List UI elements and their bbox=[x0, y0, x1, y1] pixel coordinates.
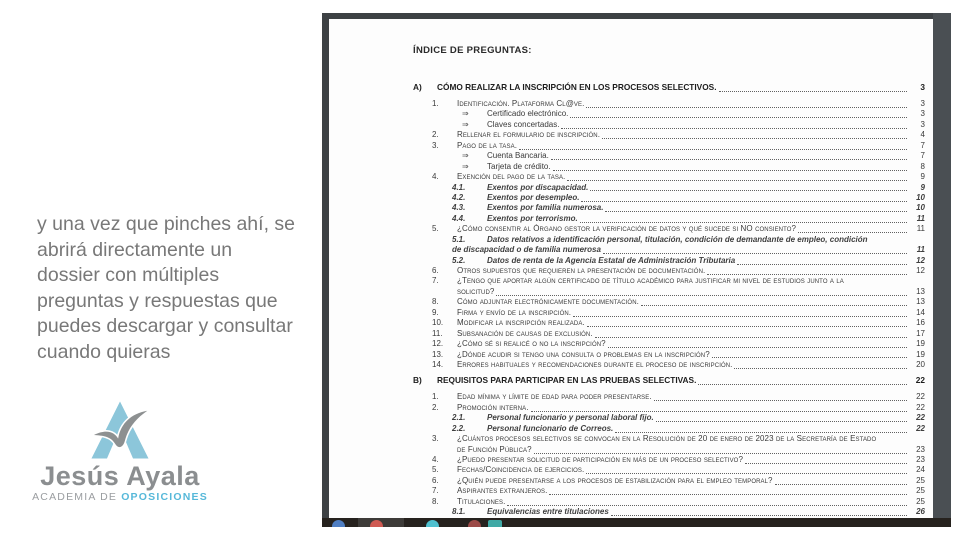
tagline-gray: ACADEMIA DE bbox=[32, 491, 122, 503]
leader-dots bbox=[654, 400, 907, 401]
toc-entry[interactable] bbox=[413, 172, 925, 182]
toc-entry-label: ¿Cuántos procesos selectivos se convocan en la Resolución de 20 de enero de 2023 de la Secretaría de Estado bbox=[457, 434, 877, 444]
toc-entry-page: 7 bbox=[920, 151, 925, 161]
leader-dots bbox=[707, 274, 907, 275]
toc-entry-number: 6. bbox=[432, 475, 439, 485]
toc-entry-number: 2.1. bbox=[452, 413, 466, 423]
toc-entry-page: 25 bbox=[916, 496, 925, 506]
toc-entry-label: Firma y envío de la inscripción. bbox=[457, 307, 572, 317]
toc-entry[interactable] bbox=[413, 245, 925, 255]
leader-dots bbox=[656, 421, 907, 422]
brand-logo bbox=[20, 400, 220, 503]
toc-entry[interactable] bbox=[413, 287, 925, 297]
toc-entry-page: 22 bbox=[916, 423, 925, 433]
toc-entry-page: 25 bbox=[916, 475, 925, 485]
toc-entry-number: 4.3. bbox=[452, 203, 466, 213]
toc-entry-page: 11 bbox=[916, 224, 925, 234]
doc-title: ÍNDICE DE PREGUNTAS: bbox=[413, 45, 532, 56]
toc-entry-number: 11. bbox=[432, 328, 443, 338]
toc-entry-label: Cuenta Bancaria. bbox=[487, 151, 549, 161]
toc-entry-number: 1. bbox=[432, 392, 439, 402]
leader-dots bbox=[586, 107, 907, 108]
leader-dots bbox=[551, 159, 907, 160]
toc-entry[interactable] bbox=[413, 162, 925, 172]
toc-entry-page: 22 bbox=[915, 375, 925, 386]
toc-entry[interactable] bbox=[413, 360, 925, 370]
dock-icon-blue[interactable] bbox=[332, 520, 345, 527]
leader-dots bbox=[567, 180, 907, 181]
toc-entry-page: 22 bbox=[916, 392, 925, 402]
toc-entry-number: 4.1. bbox=[452, 182, 466, 192]
toc-entry-page: 8 bbox=[920, 161, 925, 171]
leader-dots bbox=[534, 453, 907, 454]
leader-dots bbox=[641, 305, 907, 306]
toc-entry-label: solicitud? bbox=[457, 286, 495, 296]
toc-entry-number: ⇒ bbox=[462, 109, 469, 119]
document-screenshot bbox=[322, 13, 951, 527]
toc-entry-page: 24 bbox=[916, 465, 925, 475]
toc-entry[interactable] bbox=[413, 297, 925, 307]
toc-entry[interactable] bbox=[413, 476, 925, 486]
toc-entry-number: 1. bbox=[432, 99, 439, 108]
toc-entry[interactable] bbox=[413, 276, 925, 286]
toc-entry-label: Tarjeta de crédito. bbox=[487, 161, 551, 171]
toc-entry-page: 9 bbox=[920, 172, 925, 182]
toc-entry-number: 3. bbox=[432, 140, 439, 150]
toc-entry-label: Fechas/Coincidencia de ejercicios. bbox=[457, 465, 585, 475]
toc-entry-page: 19 bbox=[916, 339, 925, 349]
toc-entry[interactable] bbox=[413, 350, 925, 360]
toc-entry-number: 5.2. bbox=[452, 255, 466, 265]
toc-entry-number: 14. bbox=[432, 359, 444, 369]
toc-entry-label: ¿Puedo presentar solicitud de participación en más de un proceso selectivo? bbox=[457, 455, 743, 464]
caption-line: cuando quieras bbox=[37, 340, 171, 363]
leader-dots bbox=[553, 170, 907, 171]
toc-entry-label: Subsanación de causas de exclusión. bbox=[457, 328, 593, 338]
leader-dots bbox=[519, 149, 907, 150]
toc-entry[interactable] bbox=[413, 203, 925, 213]
toc-entry-number: 8.1. bbox=[452, 507, 466, 517]
toc-entry[interactable] bbox=[413, 413, 925, 423]
brand-name: Jesús Ayala bbox=[40, 461, 200, 491]
toc-entry-page: 7 bbox=[920, 140, 925, 150]
toc-entry[interactable] bbox=[413, 424, 925, 434]
dock-icon-maroon[interactable] bbox=[468, 520, 481, 527]
leader-dots bbox=[549, 494, 907, 495]
toc-entry[interactable] bbox=[413, 486, 925, 496]
toc-entry-label: Personal funcionario de Correos. bbox=[487, 423, 614, 433]
toc-entry-number: 5.1. bbox=[452, 234, 466, 244]
toc-entry-page: 22 bbox=[916, 413, 925, 423]
toc-entry-number: 3. bbox=[432, 434, 439, 444]
toc-entry-label: Certificado electrónico. bbox=[487, 109, 569, 119]
toc-entry[interactable] bbox=[413, 109, 925, 119]
toc-entry-label: Equivalencias entre titulaciones bbox=[487, 507, 609, 517]
toc-entry-number: 5. bbox=[432, 465, 439, 475]
toc-entry-label: Edad mínima y límite de edad para poder presentarse. bbox=[457, 392, 652, 402]
leader-dots bbox=[581, 201, 907, 202]
toc-entry-page: 12 bbox=[916, 266, 925, 275]
toc-entry-label: de discapacidad o de familia numerosa bbox=[452, 245, 601, 255]
toc-entry-number: A) bbox=[413, 82, 422, 92]
tagline-accent: OPOSICIONES bbox=[121, 491, 208, 503]
toc-entry[interactable] bbox=[413, 266, 925, 276]
toc-entry[interactable] bbox=[413, 308, 925, 318]
toc-entry-page: 16 bbox=[916, 318, 925, 328]
toc-entry-label: de Función Pública? bbox=[457, 444, 532, 454]
dock-icon-teal[interactable] bbox=[426, 520, 439, 527]
toc-entry-page: 11 bbox=[916, 213, 925, 223]
toc-entry-label: Exentos por familia numerosa. bbox=[487, 203, 604, 213]
toc-entry-number: 7. bbox=[432, 276, 439, 286]
leader-dots bbox=[590, 190, 907, 191]
toc-entry-label: Exentos por terrorismo. bbox=[487, 213, 578, 223]
toc-entry-number: 2. bbox=[432, 130, 439, 140]
toc-entry-page: 9 bbox=[920, 182, 925, 192]
toc-entry-label: Exentos por discapacidad. bbox=[487, 182, 589, 192]
caption-line: y una vez que pinches ahí, se bbox=[37, 213, 296, 235]
toc-entry[interactable] bbox=[413, 403, 925, 413]
toc-entry-number: 2. bbox=[432, 402, 439, 412]
logo-mark-icon bbox=[89, 400, 151, 460]
toc-entry[interactable] bbox=[413, 318, 925, 328]
toc-entry[interactable] bbox=[413, 329, 925, 339]
leader-dots bbox=[734, 368, 907, 369]
toc-entry[interactable] bbox=[413, 193, 925, 203]
toc-entry[interactable] bbox=[413, 235, 925, 245]
leader-dots bbox=[712, 357, 907, 358]
toc-entry-label: Identificación. Plataforma Cl@ve. bbox=[457, 99, 585, 108]
leader-dots bbox=[698, 384, 907, 385]
toc-entry[interactable] bbox=[413, 141, 925, 151]
caption bbox=[37, 212, 317, 365]
toc-entry-label: Personal funcionario y personal laboral fijo. bbox=[487, 413, 654, 423]
toc-entry-label: ¿Quién puede presentarse a los procesos de estabilización para el empleo temporal? bbox=[457, 475, 773, 485]
toc-entry[interactable] bbox=[413, 465, 925, 475]
toc-entry-page: 26 bbox=[916, 507, 925, 517]
toc-entry-page: 13 bbox=[916, 297, 925, 307]
toc-entry-page: 3 bbox=[920, 119, 925, 129]
doc-page bbox=[329, 19, 933, 518]
toc-entry[interactable] bbox=[413, 445, 925, 455]
leader-dots bbox=[602, 138, 907, 139]
leader-dots bbox=[798, 232, 907, 233]
toc-entry-label: CÓMO REALIZAR LA INSCRIPCIÓN EN LOS PROCESOS SELECTIVOS. bbox=[437, 82, 717, 92]
brand-tagline bbox=[20, 491, 220, 503]
toc-entry-label: Claves concertadas. bbox=[487, 119, 560, 129]
toc-entry-number: 13. bbox=[432, 349, 444, 359]
toc-entry-number: 2.2. bbox=[452, 423, 466, 433]
toc-entry-page: 3 bbox=[920, 99, 925, 108]
toc-entry-page: 23 bbox=[916, 444, 925, 454]
dock-icon-teal-square[interactable] bbox=[488, 520, 502, 527]
toc-entry[interactable] bbox=[413, 507, 925, 517]
toc-entry-label: Otros supuestos que requieren la presentación de documentación. bbox=[457, 266, 706, 275]
toc-entry-page: 22 bbox=[916, 402, 925, 412]
leader-dots bbox=[587, 326, 907, 327]
leader-dots bbox=[507, 505, 907, 506]
leader-dots bbox=[561, 128, 907, 129]
leader-dots bbox=[615, 432, 907, 433]
toc-entry-label: Pago de la tasa. bbox=[457, 140, 518, 150]
leader-dots bbox=[608, 347, 907, 348]
toc-entry-number: 5. bbox=[432, 224, 439, 234]
toc-list bbox=[413, 81, 925, 518]
dock-icon-red[interactable] bbox=[370, 520, 383, 527]
toc-entry-number: 7. bbox=[432, 486, 439, 496]
leader-dots bbox=[603, 253, 907, 254]
leader-dots bbox=[775, 484, 907, 485]
toc-entry-number: 9. bbox=[432, 307, 439, 317]
toc-entry-number: 12. bbox=[432, 339, 444, 349]
toc-entry-page: 19 bbox=[916, 349, 925, 359]
toc-entry-label: ¿Tengo que aportar algún certificado de título académico para justificar mi nivel de estudios junto a la bbox=[457, 276, 844, 286]
scrollbar-track[interactable] bbox=[933, 13, 951, 527]
toc-entry-number: B) bbox=[413, 375, 422, 386]
toc-entry-page: 23 bbox=[916, 455, 925, 464]
leader-dots bbox=[531, 411, 907, 412]
caption-line: preguntas y respuestas que bbox=[37, 289, 278, 312]
toc-entry[interactable] bbox=[413, 214, 925, 224]
toc-entry-label: Titulaciones. bbox=[457, 496, 506, 506]
toc-entry-page: 14 bbox=[916, 307, 925, 317]
toc-entry-label: Rellenar el formulario de inscripción. bbox=[457, 130, 601, 140]
toc-entry-page: 4 bbox=[920, 130, 925, 140]
toc-entry-number: ⇒ bbox=[462, 161, 469, 171]
toc-entry[interactable] bbox=[413, 99, 925, 109]
toc-entry-number: ⇒ bbox=[462, 151, 469, 161]
leader-dots bbox=[586, 473, 907, 474]
toc-entry-label: Datos de renta de la Agencia Estatal de Administración Tributaria bbox=[487, 255, 736, 265]
toc-entry[interactable] bbox=[413, 130, 925, 140]
toc-entry-number: 4. bbox=[432, 455, 439, 464]
leader-dots bbox=[573, 316, 907, 317]
leader-dots bbox=[580, 222, 907, 223]
toc-entry[interactable] bbox=[413, 81, 925, 93]
leader-dots bbox=[570, 117, 907, 118]
toc-entry-label: Exención del pago de la tasa. bbox=[457, 172, 566, 182]
toc-entry-page: 3 bbox=[920, 109, 925, 119]
caption-line: abrirá directamente un bbox=[37, 238, 233, 261]
toc-entry[interactable] bbox=[413, 256, 925, 266]
toc-entry-number: 8. bbox=[432, 297, 439, 307]
toc-entry-label: ¿Dónde acudir si tengo una consulta o problemas en la inscripción? bbox=[457, 349, 710, 359]
toc-entry-label: Errores habituales y recomendaciones durante el proceso de inscripción. bbox=[457, 359, 733, 369]
toc-entry-page: 20 bbox=[916, 359, 925, 369]
toc-entry[interactable] bbox=[413, 434, 925, 444]
toc-entry-number: 4.4. bbox=[452, 213, 466, 223]
toc-entry-label: ¿Cómo sé si realicé o no la inscripción? bbox=[457, 339, 606, 349]
toc-entry-page: 10 bbox=[916, 192, 925, 202]
toc-entry[interactable] bbox=[413, 224, 925, 234]
toc-entry-label: ¿Cómo consentir al Órgano gestor la verificación de datos y qué sucede si NO consiento? bbox=[457, 224, 797, 234]
toc-entry-number: ⇒ bbox=[462, 119, 469, 129]
toc-entry-page: 10 bbox=[916, 203, 925, 213]
toc-entry-label: Aspirantes extranjeros. bbox=[457, 486, 548, 496]
toc-entry-page: 25 bbox=[916, 486, 925, 496]
toc-entry[interactable] bbox=[413, 120, 925, 130]
toc-entry-number: 4.2. bbox=[452, 192, 466, 202]
toc-entry-label: Datos relativos a identificación personal, titulación, condición de demandante de empleo, condición bbox=[487, 234, 868, 244]
toc-entry[interactable] bbox=[413, 339, 925, 349]
toc-entry-label: Modificar la inscripción realizada. bbox=[457, 318, 585, 328]
toc-entry-number: 6. bbox=[432, 266, 439, 275]
toc-entry[interactable] bbox=[413, 374, 925, 386]
leader-dots bbox=[605, 211, 907, 212]
toc-entry[interactable] bbox=[413, 392, 925, 402]
leader-dots bbox=[719, 91, 907, 92]
toc-entry-label: Exentos por desempleo. bbox=[487, 192, 580, 202]
leader-dots bbox=[595, 337, 907, 338]
toc-entry-number: 4. bbox=[432, 172, 439, 182]
leader-dots bbox=[611, 515, 907, 516]
leader-dots bbox=[745, 463, 907, 464]
toc-entry[interactable] bbox=[413, 455, 925, 465]
toc-entry-label: REQUISITOS PARA PARTICIPAR EN LAS PRUEBAS SELECTIVAS. bbox=[437, 375, 697, 386]
toc-entry-label: Promoción interna. bbox=[457, 402, 529, 412]
toc-entry-page: 12 bbox=[916, 255, 925, 265]
leader-dots bbox=[496, 295, 907, 296]
caption-line: puedes descargar y consultar bbox=[37, 315, 293, 337]
caption-line: dossier con múltiples bbox=[37, 264, 220, 286]
toc-entry[interactable] bbox=[413, 497, 925, 507]
toc-entry-page: 13 bbox=[916, 286, 925, 296]
toc-entry-page: 17 bbox=[916, 328, 925, 338]
toc-entry-page: 3 bbox=[920, 82, 925, 92]
toc-entry[interactable] bbox=[413, 183, 925, 193]
leader-dots bbox=[737, 264, 907, 265]
dock-bar bbox=[322, 518, 951, 527]
toc-entry-page: 11 bbox=[916, 245, 925, 255]
toc-entry[interactable] bbox=[413, 151, 925, 161]
toc-entry-number: 8. bbox=[432, 496, 439, 506]
toc-entry-label: Cómo adjuntar electrónicamente documentación. bbox=[457, 297, 639, 307]
toc-entry-number: 10. bbox=[432, 318, 444, 328]
